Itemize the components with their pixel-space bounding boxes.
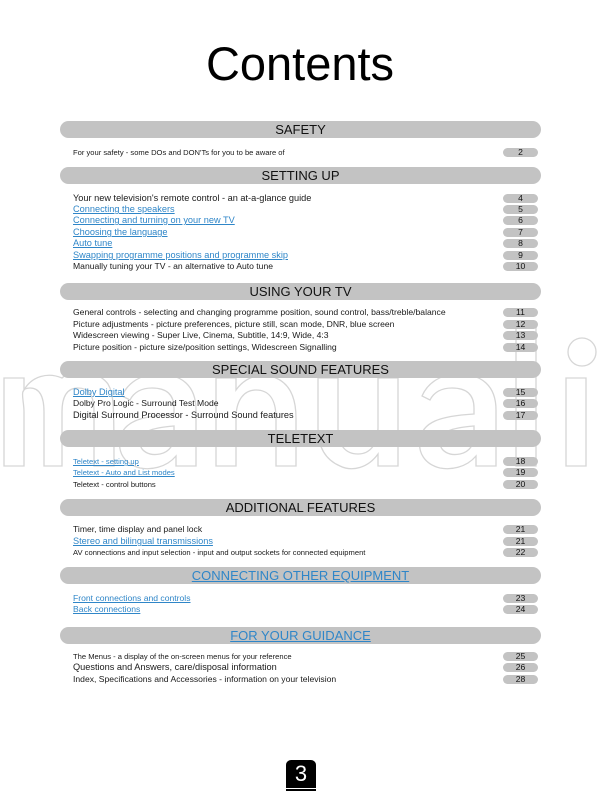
section-heading-setting-up: SETTING UP	[60, 167, 541, 184]
toc-page-badge: 6	[503, 216, 538, 225]
toc-row[interactable]	[73, 215, 538, 226]
toc-row-link[interactable]: Auto tune	[73, 238, 113, 248]
toc-page-badge: 13	[503, 331, 538, 340]
toc-row-label: AV connections and input selection - input and output sockets for connected equipment	[73, 548, 366, 557]
toc-page-badge: 22	[503, 548, 538, 557]
toc-row[interactable]	[73, 410, 538, 421]
toc-row-label: Manually tuning your TV - an alternative to Auto tune	[73, 261, 274, 271]
toc-row-label: Dolby Pro Logic - Surround Test Mode	[73, 398, 219, 408]
toc-row-link[interactable]: Connecting the speakers	[73, 204, 175, 214]
toc-row[interactable]	[73, 456, 538, 467]
page-number: 3	[286, 760, 316, 788]
toc-page-badge: 26	[503, 663, 538, 672]
toc-row-label: Index, Specifications and Accessories - information on your television	[73, 674, 337, 684]
section-heading-teletext: TELETEXT	[60, 430, 541, 447]
toc-row-label: Digital Surround Processor - Surround Sound features	[73, 410, 294, 420]
toc-row-label: Your new television's remote control - an at-a-glance guide	[73, 193, 312, 203]
toc-row[interactable]	[73, 330, 538, 341]
toc-page-badge: 17	[503, 411, 538, 420]
toc-row[interactable]	[73, 238, 538, 249]
page-title: Contents	[205, 37, 395, 90]
toc-page-badge: 20	[503, 480, 538, 489]
toc-row-label: Widescreen viewing - Super Live, Cinema, Subtitle, 14:9, Wide, 4:3	[73, 330, 329, 340]
toc-page-badge: 11	[503, 308, 538, 317]
section-heading-safety: SAFETY	[60, 121, 541, 138]
toc-page-badge: 12	[503, 320, 538, 329]
toc-row-label: General controls - selecting and changing programme position, sound control, bass/treble/balance	[73, 307, 446, 317]
toc-page-badge: 5	[503, 205, 538, 214]
toc-row[interactable]	[73, 387, 538, 398]
toc-row-link[interactable]: Swapping programme positions and programme skip	[73, 250, 288, 260]
toc-page-badge: 28	[503, 675, 538, 684]
toc-row[interactable]	[73, 479, 538, 490]
toc-page-badge: 7	[503, 228, 538, 237]
toc-row-link[interactable]: Dolby Digital	[73, 387, 125, 397]
toc-row[interactable]	[73, 674, 538, 685]
toc-row-link[interactable]: Back connections	[73, 604, 141, 614]
section-heading-additional-features: ADDITIONAL FEATURES	[60, 499, 541, 516]
toc-page-badge: 21	[503, 525, 538, 534]
toc-row[interactable]	[73, 307, 538, 318]
toc-page-badge: 2	[503, 148, 538, 157]
toc-row[interactable]	[73, 204, 538, 215]
toc-page-badge: 24	[503, 605, 538, 614]
toc-row[interactable]	[73, 250, 538, 261]
toc-row[interactable]	[73, 227, 538, 238]
toc-page-badge: 4	[503, 194, 538, 203]
section-heading-connecting-other-equipment[interactable]: CONNECTING OTHER EQUIPMENT	[60, 567, 541, 584]
toc-row-label: The Menus - a display of the on-screen menus for your reference	[73, 652, 292, 661]
toc-page-badge: 16	[503, 399, 538, 408]
page-number-underline	[286, 789, 316, 791]
section-heading-special-sound-features: SPECIAL SOUND FEATURES	[60, 361, 541, 378]
toc-page-badge: 19	[503, 468, 538, 477]
toc-row-link[interactable]: Teletext - Auto and List modes	[73, 468, 175, 477]
section-heading-using-your-tv: USING YOUR TV	[60, 283, 541, 300]
toc-row[interactable]	[73, 604, 538, 615]
toc-page-badge: 9	[503, 251, 538, 260]
toc-row[interactable]	[73, 193, 538, 204]
toc-row[interactable]	[73, 593, 538, 604]
toc-page-badge: 10	[503, 262, 538, 271]
toc-row-link[interactable]: Stereo and bilingual transmissions	[73, 536, 213, 546]
toc-row-label: Timer, time display and panel lock	[73, 524, 203, 534]
toc-page-badge: 18	[503, 457, 538, 466]
toc-page-badge: 21	[503, 537, 538, 546]
toc-row-label: Questions and Answers, care/disposal information	[73, 662, 277, 672]
toc-row-label: Teletext - control buttons	[73, 480, 156, 489]
toc-page-badge: 14	[503, 343, 538, 352]
toc-row[interactable]	[73, 342, 538, 353]
toc-row[interactable]	[73, 524, 538, 535]
toc-row-label: Picture adjustments - picture preferences, picture still, scan mode, DNR, blue screen	[73, 319, 395, 329]
toc-row-link[interactable]: Choosing the language	[73, 227, 168, 237]
toc-page-badge: 15	[503, 388, 538, 397]
toc-row-link[interactable]: Front connections and controls	[73, 593, 191, 603]
toc-row[interactable]	[73, 651, 538, 662]
toc-row[interactable]	[73, 536, 538, 547]
toc-row[interactable]	[73, 147, 538, 158]
toc-row[interactable]	[73, 319, 538, 330]
toc-page-badge: 25	[503, 652, 538, 661]
toc-row-link[interactable]: Connecting and turning on your new TV	[73, 215, 235, 225]
toc-row-link[interactable]: Teletext - setting up	[73, 457, 139, 466]
toc-page-badge: 23	[503, 594, 538, 603]
toc-page-badge: 8	[503, 239, 538, 248]
toc-row-label: For your safety - some DOs and DON'Ts for you to be aware of	[73, 148, 285, 157]
toc-row[interactable]	[73, 662, 538, 673]
toc-row[interactable]	[73, 547, 538, 558]
toc-row[interactable]	[73, 467, 538, 478]
section-heading-for-your-guidance[interactable]: FOR YOUR GUIDANCE	[60, 627, 541, 644]
toc-row[interactable]	[73, 261, 538, 272]
toc-row-label: Picture position - picture size/position settings, Widescreen Signalling	[73, 342, 337, 352]
toc-row[interactable]	[73, 398, 538, 409]
